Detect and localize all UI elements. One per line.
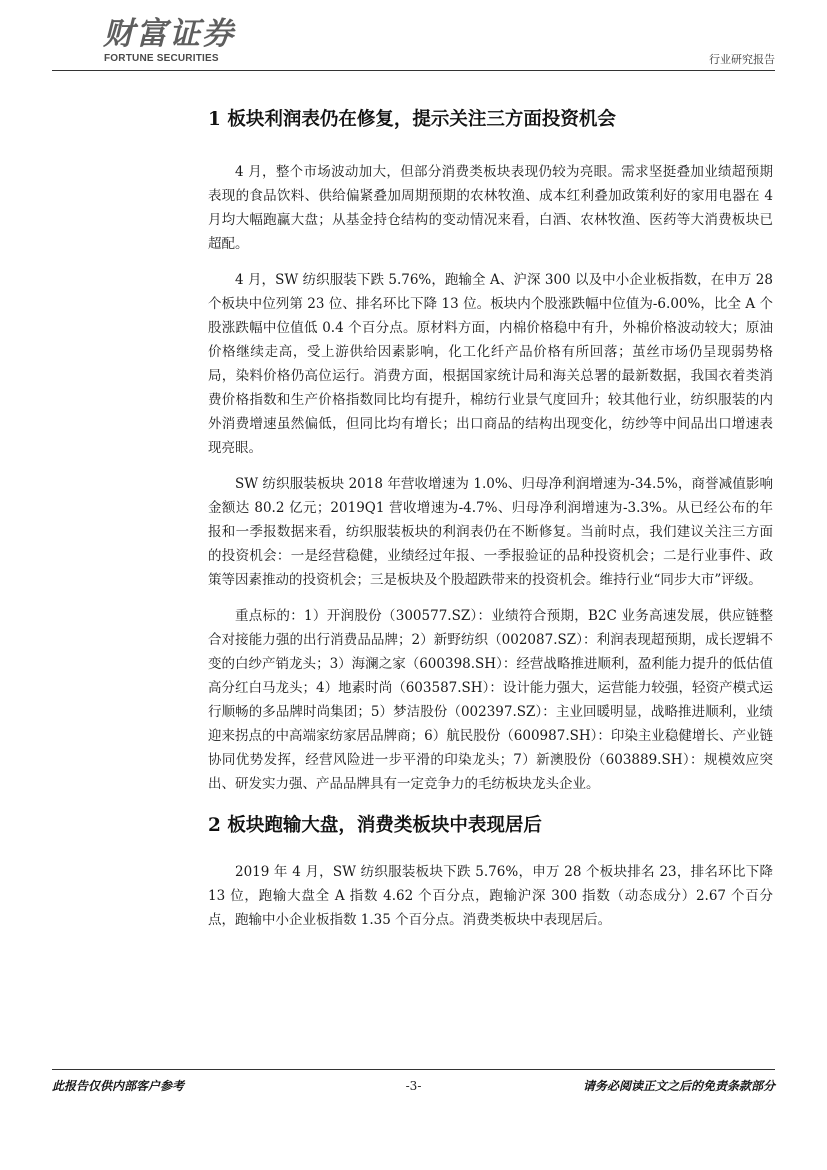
section-2-paragraph-1: 2019 年 4 月，SW 纺织服装板块下跌 5.76%，申万 28 个板块排名 23，排名环比下降 13 位，跑输大盘全 A 指数 4.62 个百分点，跑输沪深 300 指数（动态成分）2.67 个百分点，跑输中小企业板指数 1.35 个百分点。消费类板块中表现居后。 bbox=[208, 864, 773, 928]
section-heading-2: 2 板块跑输大盘，消费类板块中表现居后 bbox=[208, 815, 542, 836]
section-1-paragraph-1: 4 月，整个市场波动加大，但部分消费类板块表现仍较为亮眼。需求坚挺叠加业绩超预期表现的食品饮料、供给偏紧叠加周期预期的农林牧渔、成本红利叠加政策利好的家用电器在 4 月均大幅跑赢大盘；从基金持仓结构的变动情况来看，白酒、农林牧渔、医药等大消费板块已超配。 bbox=[208, 164, 773, 252]
header-divider bbox=[52, 70, 775, 71]
report-type-label: 行业研究报告 bbox=[709, 53, 775, 66]
footer-disclaimer-left: 此报告仅供内部客户参考 bbox=[52, 1079, 185, 1093]
page-number: -3- bbox=[405, 1079, 422, 1093]
footer-disclaimer-right: 请务必阅读正文之后的免责条款部分 bbox=[582, 1079, 775, 1093]
page-header bbox=[0, 0, 827, 70]
section-1-paragraph-3: SW 纺织服装板块 2018 年营收增速为 1.0%、归母净利润增速为-34.5%，商誉减值影响金额达 80.2 亿元；2019Q1 营收增速为-4.7%、归母净利润增速为-3.3%。从已经公布的年报和一季报数据来看，纺织服装板块的利润表仍在不断修复。当前时点，我们建议关注三方面的投资机会：一是经营稳健，业绩经过年报、一季报验证的品种投资机会；二是行业事件、政策等因素推动的投资机会；三是板块及个股超跌带来的投资机会。维持行业“同步大市”评级。 bbox=[208, 476, 773, 588]
section-1-paragraph-4: 重点标的：1）开润股份（300577.SZ）：业绩符合预期，B2C 业务高速发展，供应链整合对接能力强的出行消费品品牌；2）新野纺织（002087.SZ）：利润表现超预期，成长逻辑不变的白纱产销龙头；3）海澜之家（600398.SH）：经营战略推进顺利，盈利能力提升的低估值高分红白马龙头；4）地素时尚（603587.SH）：设计能力强大，运营能力较强，轻资产模式运行顺畅的多品牌时尚集团；5）梦洁股份（002397.SZ）：主业回暖明显，战略推进顺利，业绩迎来拐点的中高端家纺家居品牌商；6）航民股份（600987.SH）：印染主业稳健增长、产业链协同优势发挥，经营风险进一步平滑的印染龙头；7）新澳股份（603889.SH）：规模效应突出、研发实力强、产品品牌具有一定竞争力的毛纺板块龙头企业。 bbox=[208, 608, 773, 792]
section-heading-1: 1 板块利润表仍在修复，提示关注三方面投资机会 bbox=[208, 109, 616, 130]
company-logo: 财富证券 bbox=[103, 16, 235, 52]
report-body bbox=[208, 100, 773, 932]
footer-divider bbox=[52, 1069, 775, 1070]
company-logo-english: FORTUNE SECURITIES bbox=[104, 53, 219, 64]
section-1-paragraph-2: 4 月，SW 纺织服装下跌 5.76%，跑输全 A、沪深 300 以及中小企业板指数，在申万 28 个板块中位列第 23 位、排名环比下降 13 位。板块内个股涨跌幅中位值为-6.00%，比全 A 个股涨跌幅中位值低 0.4 个百分点。原材料方面，内棉价格稳中有升，外棉价格波动较大；原油价格继续走高，受上游供给因素影响，化工化纤产品价格有所回落；茧丝市场仍呈现弱势格局，染料价格仍高位运行。消费方面，根据国家统计局和海关总署的最新数据，我国衣着类消费价格指数和生产价格指数同比均有提升，棉纺行业景气度回升；较其他行业，纺织服装的内外消费增速虽然偏低，但同比均有增长；出口商品的结构出现变化，纺纱等中间品出口增速表现亮眼。 bbox=[208, 272, 773, 456]
